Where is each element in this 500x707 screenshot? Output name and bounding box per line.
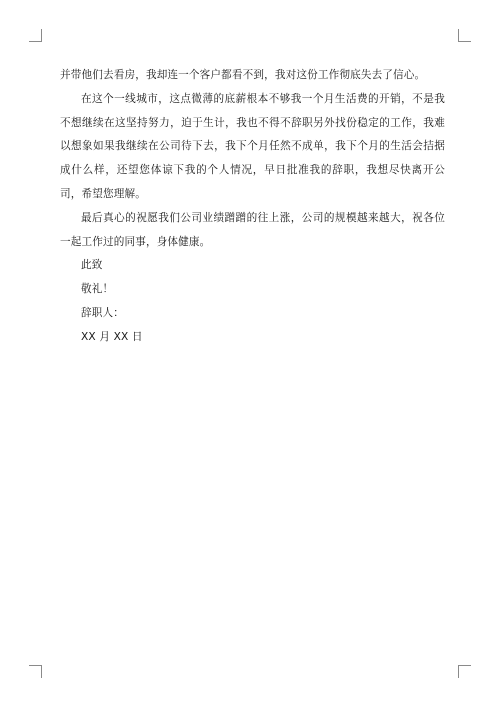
crop-mark-top-right — [458, 29, 471, 42]
date-line: XX 月 XX 日 — [81, 330, 143, 343]
signer-label: 辞职人： — [81, 306, 124, 319]
crop-mark-top-left — [29, 29, 42, 42]
paragraph-continuation: 并带他们去看房，我却连一个客户都看不到，我对这份工作彻底失去了信心。 — [60, 69, 426, 81]
letter-body — [60, 64, 445, 350]
salutation-line-2: 敬礼！ — [81, 283, 114, 296]
crop-mark-bottom-right — [458, 665, 471, 678]
paragraph-wishes: 最后真心的祝愿我们公司业绩蹭蹭的往上涨，公司的规模越来越大，祝各位一起工作过的同事，身体健康。 — [60, 211, 445, 248]
paragraph-reason: 在这个一线城市，这点微薄的底薪根本不够我一个月生活费的开销，不是我不想继续在这坚持努力，迫于生计，我也不得不辞职另外找份稳定的工作，我难以想象如果我继续在公司待下去，我下个月任然不成单，我下个月的生活会拮据成什么样，还望您体谅下我的个人情况，早日批准我的辞职，我想尽快离开公司，希望您理解。 — [60, 92, 445, 200]
salutation-line-1: 此致 — [81, 259, 103, 272]
crop-mark-bottom-left — [29, 665, 42, 678]
